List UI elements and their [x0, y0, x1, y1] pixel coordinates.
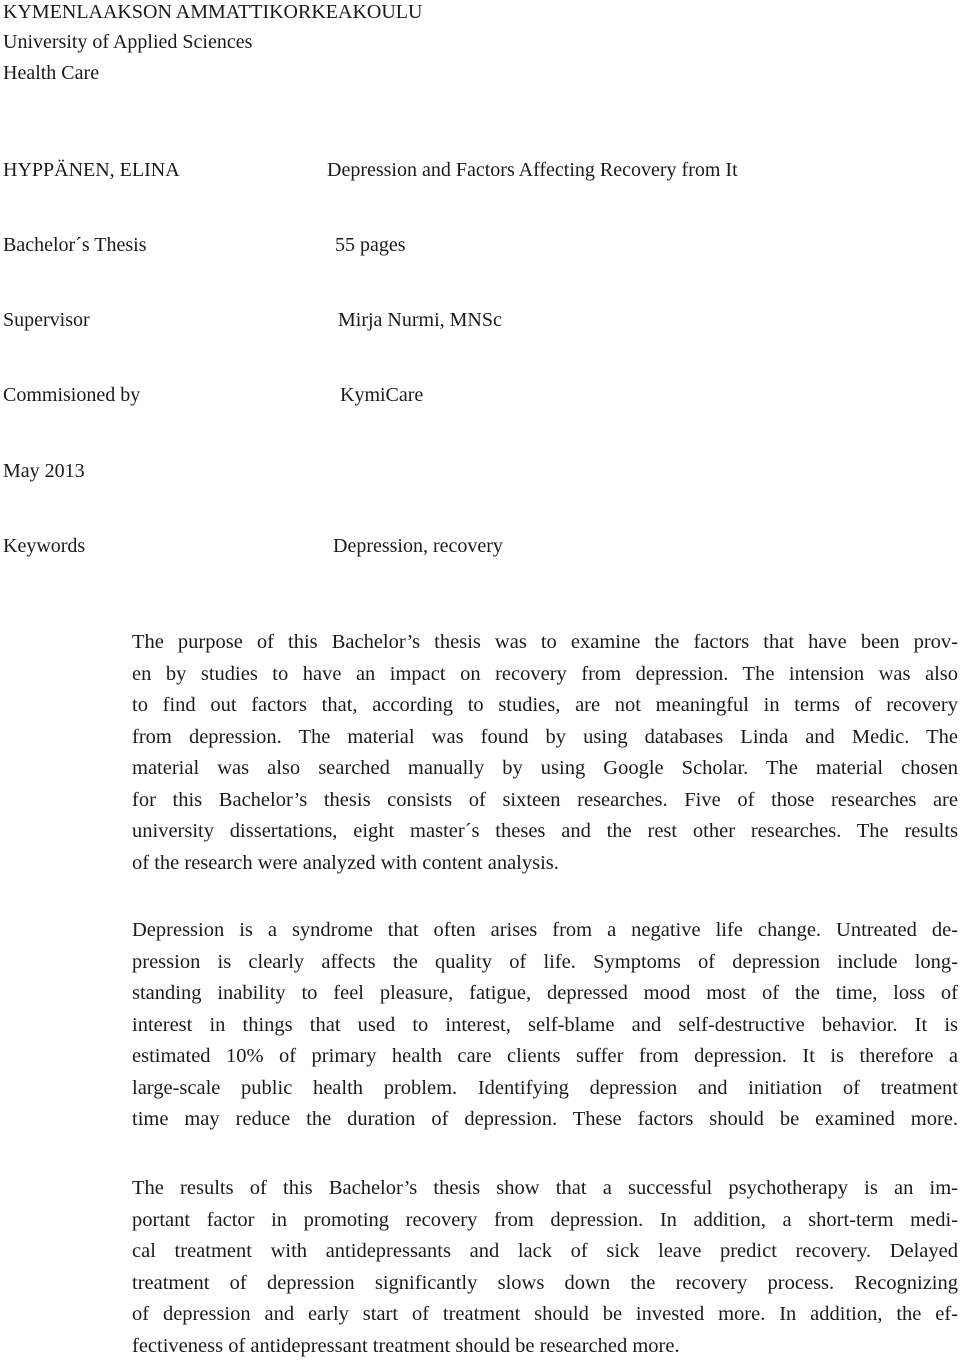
abstract-line: from depression. The material was found by using databases Linda and Medic. The — [132, 725, 958, 748]
keywords-label: Keywords — [3, 535, 86, 557]
abstract-line: The purpose of this Bachelor’s thesis was to examine the factors that have been prov- — [132, 631, 958, 653]
thesis-title: Depression and Factors Affecting Recovery from It — [327, 159, 738, 181]
abstract-line: pression is clearly affects the quality of life. Symptoms of depression include long- — [132, 950, 958, 973]
abstract-line: large-scale public health problem. Identifying depression and initiation of treatment — [132, 1076, 958, 1099]
abstract-line: standing inability to feel pleasure, fatigue, depressed mood most of the time, loss of — [132, 982, 958, 1004]
abstract-line: estimated 10% of primary health care clients suffer from depression. It is therefore a — [132, 1045, 958, 1067]
abstract-paragraph-1 — [132, 627, 958, 879]
abstract-line: interest in things that used to interest, self-blame and self-destructive behavior. It is — [132, 1013, 958, 1036]
university-name: University of Applied Sciences — [3, 31, 253, 53]
abstract-line: material was also searched manually by using Google Scholar. The material chosen — [132, 757, 958, 779]
institution-name: KYMENLAAKSON AMMATTIKORKEAKOULU — [3, 1, 423, 23]
abstract-line: university dissertations, eight master´s theses and the rest other researches. The results — [132, 820, 958, 842]
commissioned-label: Commisioned by — [3, 384, 141, 406]
abstract-line: The results of this Bachelor’s thesis show that a successful psychotherapy is an im- — [132, 1177, 958, 1199]
abstract-line: cal treatment with antidepressants and lack of sick leave predict recovery. Delayed — [132, 1240, 958, 1262]
keywords-value: Depression, recovery — [333, 535, 503, 557]
abstract-line: of the research were analyzed with content analysis. — [132, 851, 559, 874]
abstract-line: time may reduce the duration of depression. These factors should be examined more. — [132, 1108, 958, 1130]
department-name: Health Care — [3, 62, 100, 84]
abstract-line: to find out factors that, according to studies, are not meaningful in terms of recovery — [132, 694, 958, 716]
author-name: HYPPÄNEN, ELINA — [3, 159, 180, 181]
publication-date: May 2013 — [3, 460, 85, 482]
abstract-line: of depression and early start of treatment should be invested more. In addition, the ef- — [132, 1303, 958, 1325]
abstract-line: Depression is a syndrome that often arises from a negative life change. Untreated de- — [132, 919, 958, 941]
page-count: 55 pages — [335, 234, 406, 256]
supervisor-label: Supervisor — [3, 309, 90, 331]
abstract-line: fectiveness of antidepressant treatment should be researched more. — [132, 1334, 680, 1357]
commissioned-by: KymiCare — [340, 384, 424, 406]
abstract-line: treatment of depression significantly slows down the recovery process. Recognizing — [132, 1271, 958, 1294]
abstract-line: en by studies to have an impact on recovery from depression. The intension was also — [132, 662, 958, 685]
abstract-paragraph-2 — [132, 915, 958, 1136]
abstract-line: for this Bachelor’s thesis consists of sixteen researches. Five of those researches are — [132, 788, 958, 811]
abstract-line: portant factor in promoting recovery from depression. In addition, a short-term medi- — [132, 1208, 958, 1231]
thesis-type-label: Bachelor´s Thesis — [3, 234, 147, 256]
supervisor-name: Mirja Nurmi, MNSc — [338, 309, 502, 331]
abstract-paragraph-3 — [132, 1173, 958, 1362]
